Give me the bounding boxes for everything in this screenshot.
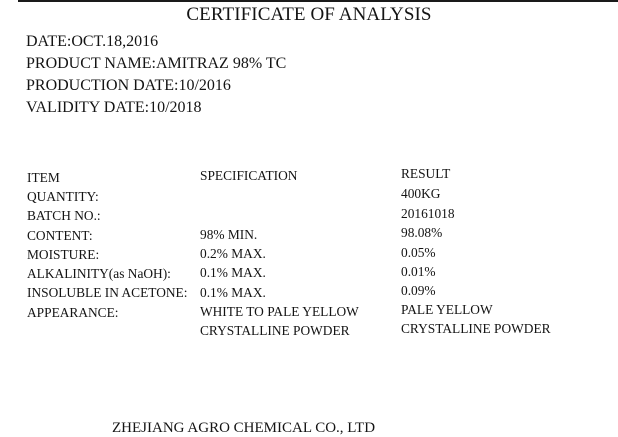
document-title: CERTIFICATE OF ANALYSIS bbox=[186, 4, 432, 25]
row-spec: CRYSTALLINE POWDER bbox=[200, 323, 350, 338]
row-item: INSOLUBLE IN ACETONE: bbox=[27, 285, 188, 300]
row-result: PALE YELLOW bbox=[401, 302, 493, 317]
validity-date-line: VALIDITY DATE:10/2018 bbox=[26, 99, 202, 116]
row-item: ALKALINITY(as NaOH): bbox=[27, 266, 171, 281]
row-item: APPEARANCE: bbox=[27, 305, 119, 320]
production-date-line: PRODUCTION DATE:10/2016 bbox=[26, 77, 231, 94]
row-result: 0.01% bbox=[401, 264, 436, 279]
company-name-footer: ZHEJIANG AGRO CHEMICAL CO., LTD bbox=[112, 420, 376, 436]
row-result: 0.05% bbox=[401, 245, 436, 260]
row-item: CONTENT: bbox=[27, 228, 93, 243]
row-item: MOISTURE: bbox=[27, 247, 100, 262]
row-spec: 0.2% MAX. bbox=[200, 246, 266, 261]
header-specification: SPECIFICATION bbox=[200, 168, 298, 183]
top-border-line bbox=[18, 0, 618, 2]
row-spec: 0.1% MAX. bbox=[200, 265, 266, 280]
row-spec: 98% MIN. bbox=[200, 227, 258, 242]
row-spec: 0.1% MAX. bbox=[200, 285, 266, 300]
row-spec: WHITE TO PALE YELLOW bbox=[200, 304, 359, 319]
header-result: RESULT bbox=[401, 166, 451, 181]
row-item: QUANTITY: bbox=[27, 189, 99, 204]
row-item: BATCH NO.: bbox=[27, 208, 101, 223]
date-line: DATE:OCT.18,2016 bbox=[26, 33, 159, 50]
row-result: 20161018 bbox=[401, 206, 455, 221]
row-result: 0.09% bbox=[401, 283, 436, 298]
product-name-line: PRODUCT NAME:AMITRAZ 98% TC bbox=[26, 55, 287, 72]
row-result: CRYSTALLINE POWDER bbox=[401, 321, 551, 336]
row-result: 400KG bbox=[401, 186, 441, 201]
header-item: ITEM bbox=[27, 170, 60, 185]
row-result: 98.08% bbox=[401, 225, 443, 240]
